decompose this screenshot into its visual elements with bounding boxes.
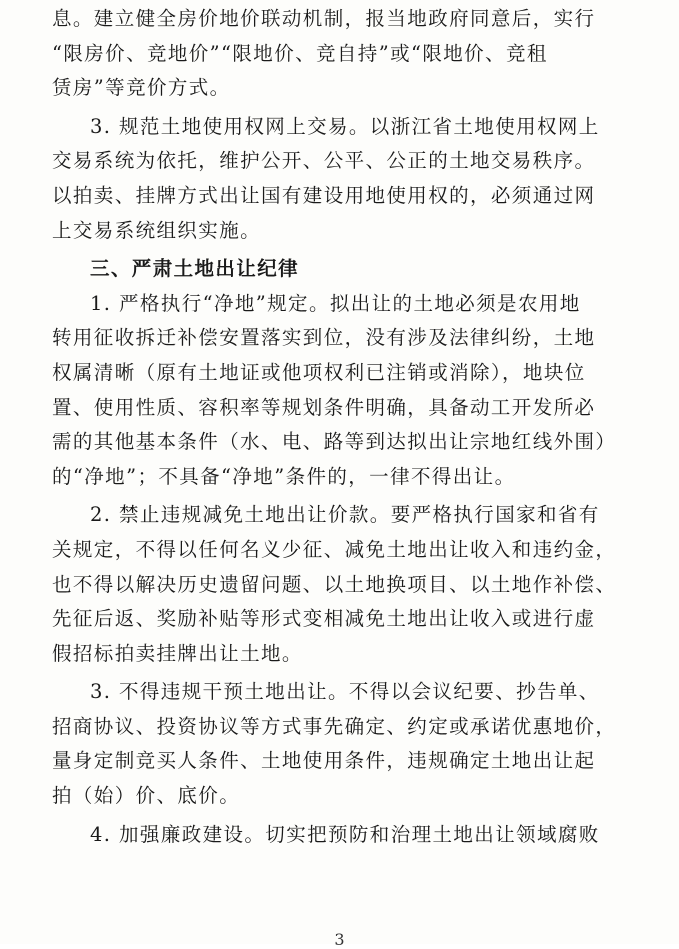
text-line: 转用征收拆迁补偿安置落实到位，没有涉及法律纠纷，土地: [52, 326, 596, 350]
text-line: 关规定，不得以任何名义少征、减免土地出让收入和违约金，: [52, 537, 617, 561]
text-line: 需的其他基本条件（水、电、路等到达拟出让宗地红线外围）: [52, 430, 617, 454]
text-line: 上交易系统组织实施。: [52, 218, 262, 242]
text-line: 息。建立健全房价地价联动机制，报当地政府同意后，实行: [52, 7, 596, 30]
paragraph-start-line: 3. 规范土地使用权网上交易。以浙江省土地使用权网上: [90, 114, 600, 138]
text-line: 以拍卖、挂牌方式出让国有建设用地使用权的，必须通过网: [52, 183, 596, 207]
page-number: 3: [334, 930, 345, 949]
text-line: 先征后返、奖励补贴等形式变相减免土地出让收入或进行虚: [52, 607, 596, 631]
section-heading: 三、严肃土地出让纪律: [90, 257, 300, 281]
text-line: 赁房”等竞价方式。: [52, 76, 231, 100]
text-line: 的“净地”；不具备“净地”条件的，一律不得出让。: [52, 464, 516, 488]
paragraph-start-line: 3. 不得违规干预土地出让。不得以会议纪要、抄告单、: [90, 680, 600, 704]
text-line: “限房价、竞地价”“限地价、竞自持”或“限地价、竞租: [52, 41, 548, 65]
text-line: 假招标拍卖挂牌出让土地。: [52, 641, 303, 665]
text-line: 置、使用性质、容积率等规划条件明确，具备动工开发所必: [52, 395, 596, 419]
text-line: 量身定制竞买人条件、土地使用条件，违规确定土地出让起: [52, 749, 596, 773]
paragraph-start-line: 2. 禁止违规减免土地出让价款。要严格执行国家和省有: [90, 503, 600, 527]
document-body: [52, 2, 632, 852]
paragraph-start-line: 4. 加强廉政建设。切实把预防和治理土地出让领域腐败: [90, 822, 600, 846]
text-line: 拍（始）价、底价。: [52, 784, 241, 808]
text-line: 权属清晰（原有土地证或他项权利已注销或消除），地块位: [52, 360, 586, 384]
text-line: 也不得以解决历史遗留问题、以土地换项目、以土地作补偿、: [52, 572, 617, 596]
paragraph-start-line: 1. 严格执行“净地”规定。拟出让的土地必须是农用地: [90, 291, 581, 315]
text-line: 招商协议、投资协议等方式事先确定、约定或承诺优惠地价，: [52, 714, 617, 738]
text-line: 交易系统为依托，维护公开、公平、公正的土地交易秩序。: [52, 149, 596, 173]
